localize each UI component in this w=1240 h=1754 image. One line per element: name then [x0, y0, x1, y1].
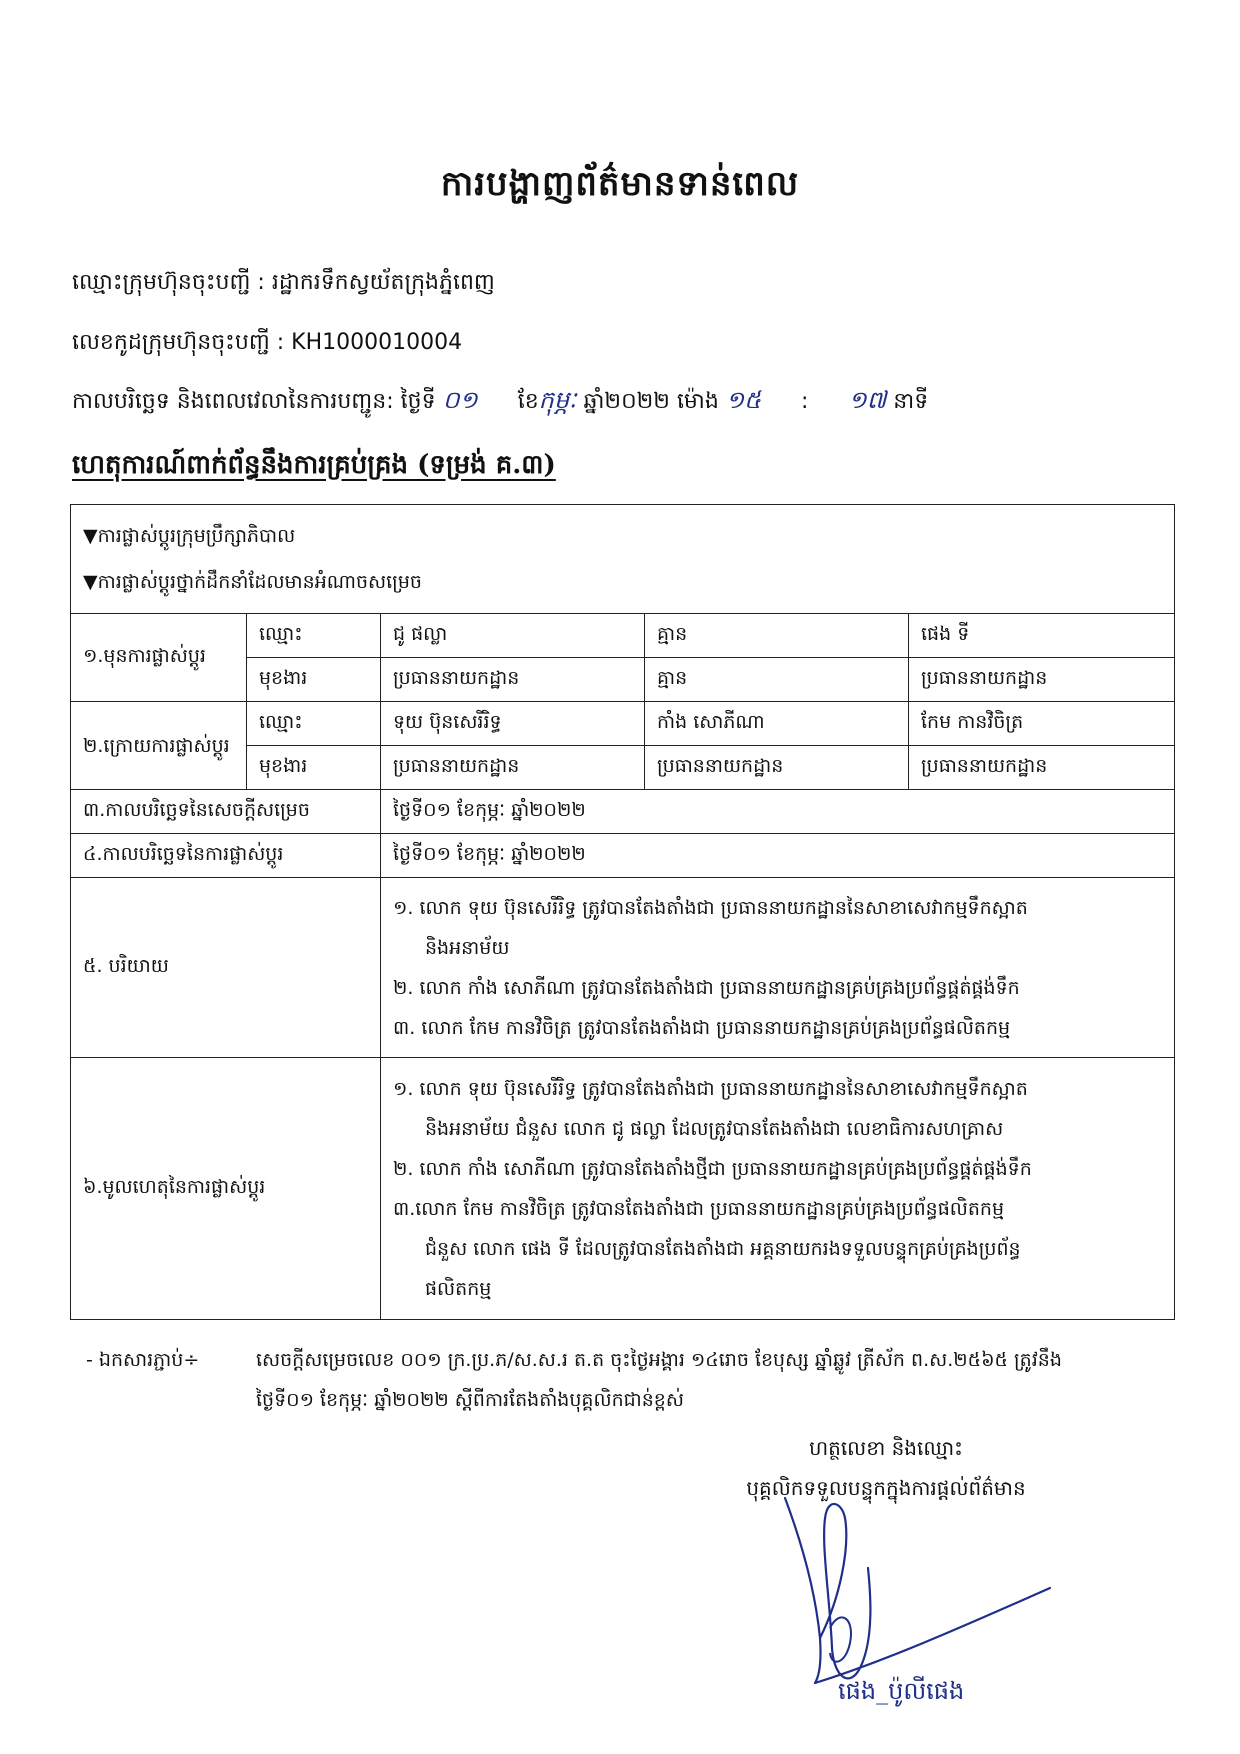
- form-item: ▼ការផ្លាស់ប្តូរថ្នាក់ដឹកនាំដែលមានអំណាចសម្រេច: [83, 571, 422, 593]
- company-code-label: លេខកូដក្រុមហ៊ុនចុះបញ្ជី :: [72, 330, 285, 355]
- decision-date-label: ៣.កាលបរិច្ឆេទនៃសេចក្តីសម្រេច: [71, 790, 381, 834]
- paragraph-line: ២. លោក កាំង សោភីណា ត្រូវបានតែងតាំងជា ប្រធាននាយកដ្ឋានគ្រប់គ្រងប្រព័ន្ធផ្គត់ផ្គង់ទឹក: [393, 976, 1020, 999]
- company-code: KH1000010004: [291, 330, 463, 355]
- hour-label: ម៉ោង: [676, 389, 719, 414]
- after-change-label: ២.ក្រោយការផ្លាស់ប្តូរ: [71, 702, 247, 790]
- attachment-label: - ឯកសារភ្ជាប់÷: [86, 1349, 200, 1371]
- paragraph-line: និងអនាម័យ: [425, 936, 510, 959]
- paragraph-line: និងអនាម័យ ជំនួស លោក ជូ ផល្លា ដែលត្រូវបានតែងតាំងជា លេខាធិការសហគ្រាស: [425, 1117, 1004, 1140]
- company-name-label: ឈ្មោះក្រុមហ៊ុនចុះបញ្ជី :: [72, 270, 265, 295]
- paragraph-line: ជំនួស លោក ផេង ទី ដែលត្រូវបានតែងតាំងជា អគ្គនាយករងទទួលបន្ទុកគ្រប់គ្រងប្រព័ន្ធ: [425, 1237, 1021, 1260]
- before-change-label: ១.មុនការផ្លាស់ប្តូរ: [71, 614, 247, 702]
- table-cell: ជូ ផល្លា: [381, 614, 645, 658]
- day-value: ០១: [442, 386, 478, 414]
- year-value: ឆ្នាំ២០២២: [583, 389, 670, 414]
- name-label: ឈ្មោះ: [247, 614, 381, 658]
- reason-label: ៦.មូលហេតុនៃការផ្លាស់ប្តូរ: [71, 1058, 381, 1320]
- datetime-label: កាលបរិច្ឆេទ និងពេលវេលានៃការបញ្ជូន:: [72, 389, 394, 414]
- description-label: ៥. បរិយាយ: [71, 878, 381, 1058]
- table-cell: ប្រធាននាយកដ្ឋាន: [909, 658, 1175, 702]
- signature-caption-line: បុគ្គលិកទទួលបន្ទុកក្នុងការផ្តល់ព័ត៌មាន: [746, 1476, 1026, 1500]
- signer-name: ផេង_ប៉ូលីផេង: [838, 1677, 965, 1705]
- attachment-text: [256, 1340, 1186, 1420]
- time-separator: :: [801, 389, 809, 414]
- paragraph-line: ផលិតកម្ម: [425, 1277, 492, 1300]
- table-cell: កែម កានវិចិត្រ: [909, 702, 1175, 746]
- table-cell: ប្រធាននាយកដ្ឋាន: [381, 658, 645, 702]
- minute-value: ១៧: [848, 386, 887, 414]
- table-cell: ប្រធាននាយកដ្ឋាន: [645, 746, 909, 790]
- position-label: មុខងារ: [247, 658, 381, 702]
- hour-value: ១៥: [725, 386, 762, 414]
- submission-datetime-line: [72, 385, 928, 420]
- section-title: ហេតុការណ៍ពាក់ព័ន្ធនឹងការគ្រប់គ្រង (ទម្រង់ គ.៣): [72, 450, 556, 480]
- table-cell: ទុយ ប៊ុនសេរីរិទ្ធ: [381, 702, 645, 746]
- month-value: កុម្ភៈ: [538, 386, 577, 414]
- table-cell: កាំង សោភីណា: [645, 702, 909, 746]
- management-change-table: [70, 504, 1175, 1320]
- form-items-box: [71, 505, 1175, 614]
- paragraph-line: ៣. លោក កែម កានវិចិត្រ ត្រូវបានតែងតាំងជា ប្រធាននាយកដ្ឋានគ្រប់គ្រងប្រព័ន្ធផលិតកម្ម: [393, 1016, 1011, 1039]
- table-cell: គ្មាន: [645, 614, 909, 658]
- name-label: ឈ្មោះ: [247, 702, 381, 746]
- signature-caption-line: ហត្ថលេខា និងឈ្មោះ: [809, 1436, 963, 1460]
- position-label: មុខងារ: [247, 746, 381, 790]
- change-date-label: ៤.កាលបរិច្ឆេទនៃការផ្លាស់ប្តូរ: [71, 834, 381, 878]
- decision-date: ថ្ងៃទី០១ ខែកុម្ភៈ ឆ្នាំ២០២២: [381, 790, 1175, 834]
- table-cell: គ្មាន: [645, 658, 909, 702]
- day-label: ថ្ងៃទី: [400, 389, 436, 414]
- month-label: ខែ: [517, 389, 539, 414]
- reason-text: [381, 1058, 1175, 1320]
- change-date: ថ្ងៃទី០១ ខែកុម្ភៈ ឆ្នាំ២០២២: [381, 834, 1175, 878]
- table-cell: ប្រធាននាយកដ្ឋាន: [381, 746, 645, 790]
- document-title: ការបង្ហាញព័ត៌មានទាន់ពេល: [440, 164, 800, 204]
- attachment-line: ថ្ងៃទី០១ ខែកុម្ភៈ ឆ្នាំ២០២២ ស្តីពីការតែងតាំងបុគ្គលិកជាន់ខ្ពស់: [256, 1389, 684, 1411]
- company-name: រដ្ឋាករទឹកស្វយ័តក្រុងភ្នំពេញ: [271, 270, 495, 295]
- attachment-line: សេចក្តីសម្រេចលេខ ០០១ ក្រ.ប្រ.ភ/ស.ស.រ ត.ត ចុះថ្ងៃអង្គារ ១៤រោច ខែបុស្ស ឆ្នាំឆ្លូវ ត្រីស័ក ព.ស.២៥៦៥ ត្រូវនឹង: [256, 1349, 1062, 1371]
- minute-label: នាទី: [893, 389, 929, 414]
- company-code-line: [72, 328, 462, 360]
- description-text: [381, 878, 1175, 1058]
- paragraph-line: ១. លោក ទុយ ប៊ុនសេរីរិទ្ធ ត្រូវបានតែងតាំងជា ប្រធាននាយកដ្ឋាននៃសាខាសេវាកម្មទឹកស្អាត: [393, 896, 1028, 919]
- paragraph-line: ១. លោក ទុយ ប៊ុនសេរីរិទ្ធ ត្រូវបានតែងតាំងជា ប្រធាននាយកដ្ឋាននៃសាខាសេវាកម្មទឹកស្អាត: [393, 1077, 1028, 1100]
- company-name-line: [72, 268, 495, 300]
- paragraph-line: ២. លោក កាំង សោភីណា ត្រូវបានតែងតាំងថ្មីជា ប្រធាននាយកដ្ឋានគ្រប់គ្រងប្រព័ន្ធផ្គត់ផ្គង់ទឹក: [393, 1157, 1032, 1180]
- form-item: ▼ការផ្លាស់ប្តូរក្រុមប្រឹក្សាភិបាល: [83, 525, 296, 547]
- paragraph-line: ៣.លោក កែម កានវិចិត្រ ត្រូវបានតែងតាំងជា ប្រធាននាយកដ្ឋានគ្រប់គ្រងប្រព័ន្ធផលិតកម្ម: [393, 1197, 1005, 1220]
- table-cell: ផេង ទី: [909, 614, 1175, 658]
- table-cell: ប្រធាននាយកដ្ឋាន: [909, 746, 1175, 790]
